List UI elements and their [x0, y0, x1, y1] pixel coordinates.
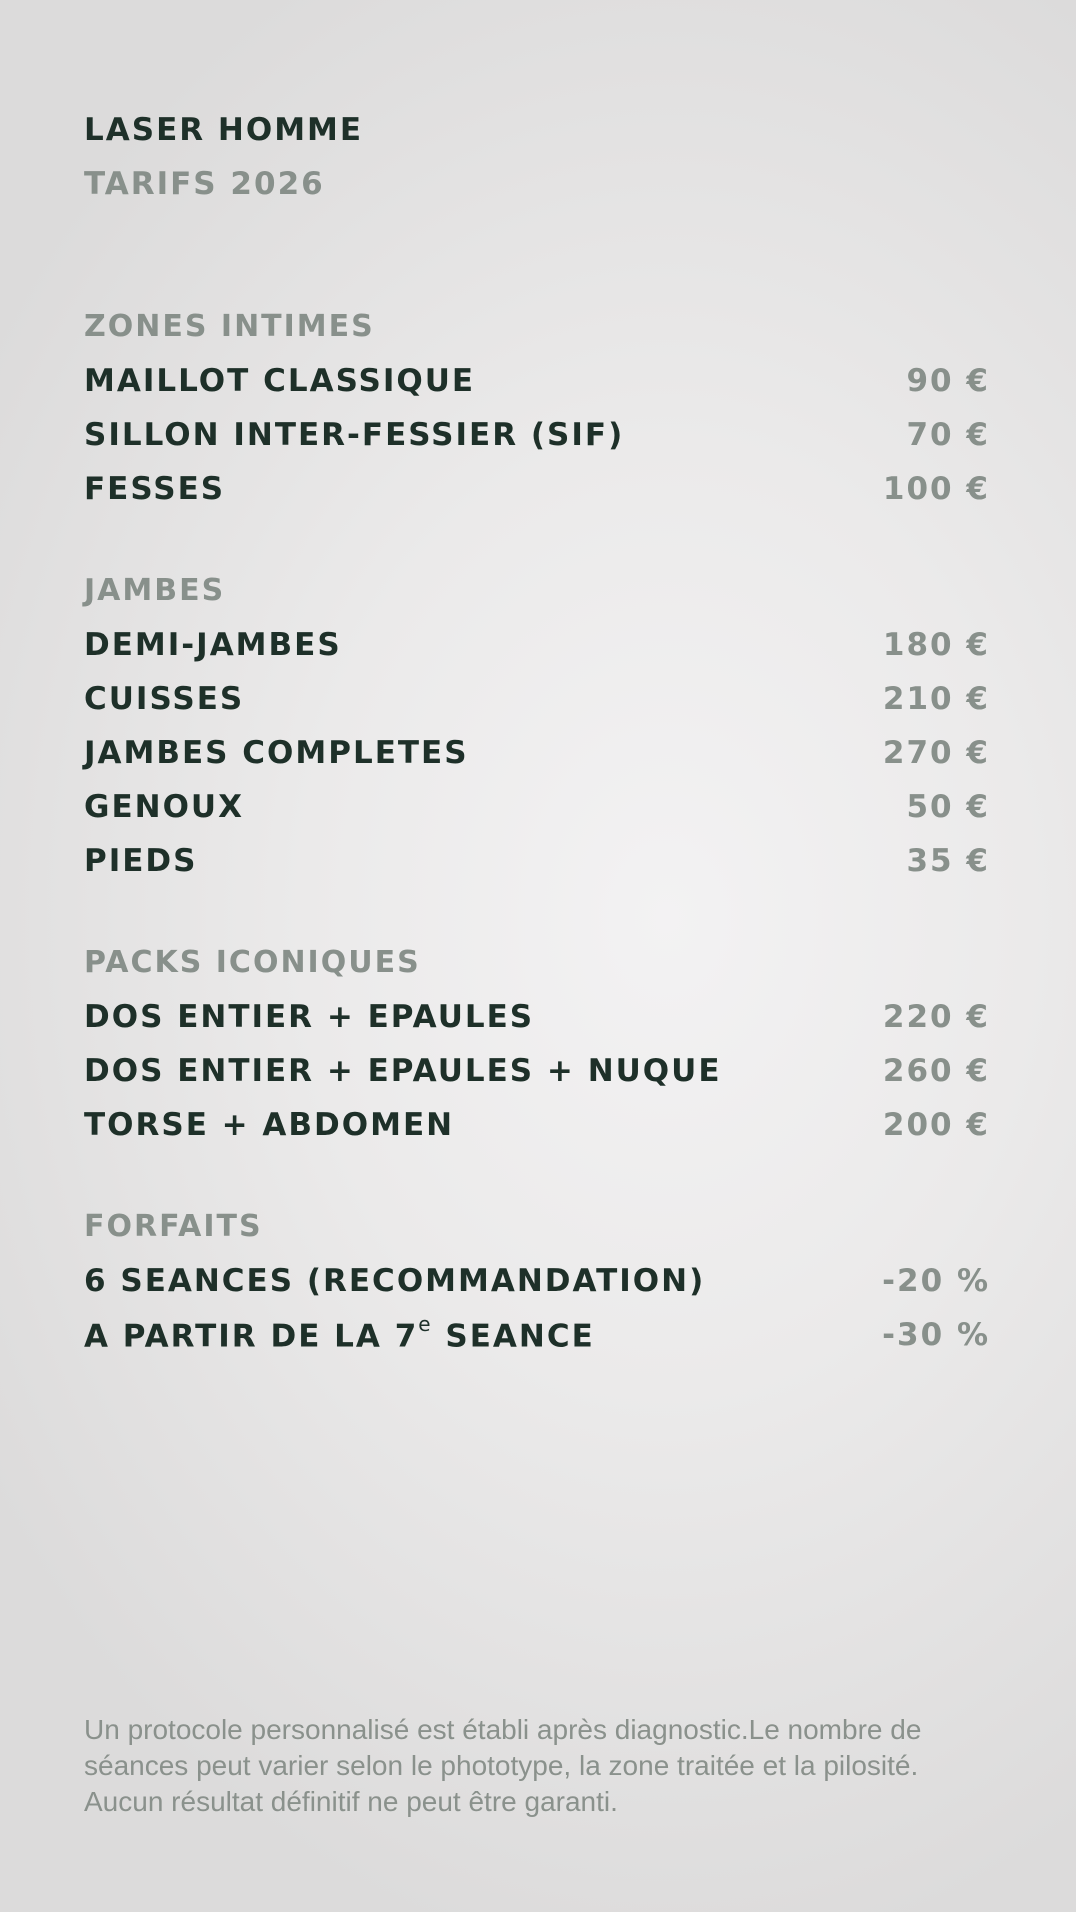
section-title: JAMBES	[84, 573, 226, 608]
item-label: PIEDS	[84, 843, 198, 879]
item-price: -30 %	[882, 1317, 990, 1353]
price-row	[84, 1044, 990, 1098]
price-row	[84, 990, 990, 1044]
page-subtitle: TARIFS 2026	[84, 166, 325, 202]
item-label: DOS ENTIER + EPAULES	[84, 999, 535, 1035]
item-label: 6 SEANCES (RECOMMANDATION)	[84, 1263, 706, 1299]
item-label: MAILLOT CLASSIQUE	[84, 363, 476, 399]
section-packs-iconiques	[84, 942, 990, 1152]
item-price: 260 €	[882, 1053, 990, 1089]
item-label	[84, 1311, 595, 1355]
section-title: PACKS ICONIQUES	[84, 945, 421, 980]
price-list-page	[84, 0, 990, 1912]
item-label: JAMBES COMPLETES	[84, 735, 469, 771]
item-price: 70 €	[906, 417, 990, 453]
item-price: 270 €	[882, 735, 990, 771]
price-row	[84, 1098, 990, 1152]
price-row	[84, 726, 990, 780]
price-row	[84, 834, 990, 888]
price-row	[84, 1254, 990, 1308]
item-label: DEMI-JAMBES	[84, 627, 342, 663]
item-price: 220 €	[882, 999, 990, 1035]
section-zones-intimes	[84, 306, 990, 516]
price-row	[84, 618, 990, 672]
item-price: 100 €	[882, 471, 990, 507]
page-title: LASER HOMME	[84, 112, 364, 148]
price-row	[84, 780, 990, 834]
item-price: 90 €	[906, 363, 990, 399]
item-label: TORSE + ABDOMEN	[84, 1107, 455, 1143]
item-label: CUISSES	[84, 681, 245, 717]
price-row	[84, 354, 990, 408]
item-price: 210 €	[882, 681, 990, 717]
section-title: ZONES INTIMES	[84, 309, 375, 344]
item-price: -20 %	[882, 1263, 990, 1299]
item-price: 200 €	[882, 1107, 990, 1143]
item-price: 35 €	[906, 843, 990, 879]
price-row	[84, 462, 990, 516]
section-forfaits	[84, 1206, 990, 1362]
item-label: FESSES	[84, 471, 226, 507]
disclaimer-footnote: Un protocole personnalisé est établi après diagnostic.Le nombre de séances peut varier selon le phototype, la zone traitée et la pilosité. Aucun résultat définitif ne peut être garanti.	[84, 1714, 922, 1817]
item-price: 50 €	[906, 789, 990, 825]
item-label-rest: SEANCE	[432, 1318, 595, 1355]
item-label-superscript: e	[418, 1311, 433, 1336]
price-row	[84, 672, 990, 726]
item-label: GENOUX	[84, 789, 244, 825]
item-label: DOS ENTIER + EPAULES + NUQUE	[84, 1053, 722, 1089]
section-title: FORFAITS	[84, 1209, 263, 1244]
price-row	[84, 408, 990, 462]
section-jambes	[84, 570, 990, 888]
item-label-main: A PARTIR DE LA 7	[84, 1318, 419, 1355]
item-label: SILLON INTER-FESSIER (SIF)	[84, 417, 625, 453]
price-row	[84, 1308, 990, 1362]
item-price: 180 €	[882, 627, 990, 663]
